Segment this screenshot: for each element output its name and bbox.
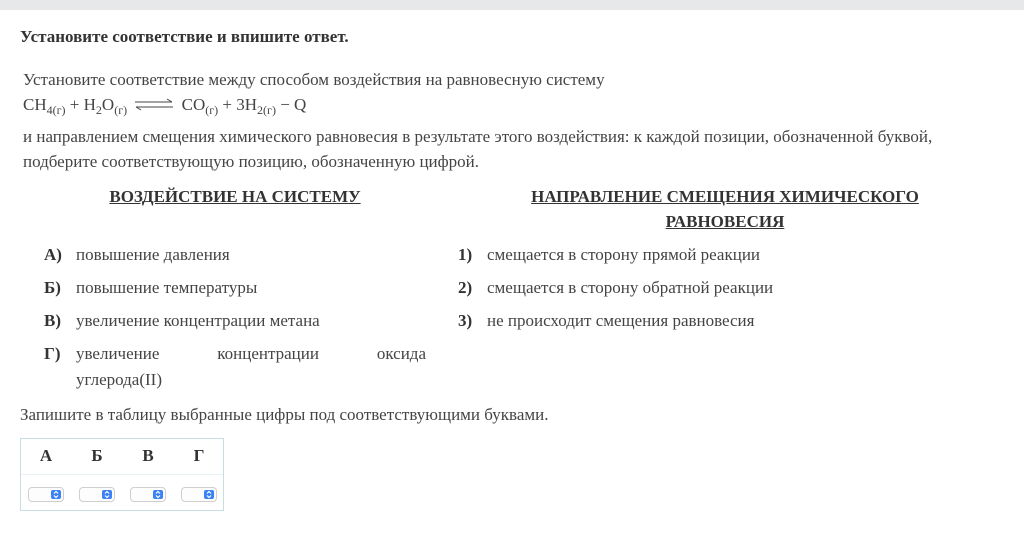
table-header-g: Г	[193, 446, 205, 465]
table-header-b: Б	[91, 446, 103, 465]
left-item-letter-v: В)	[44, 311, 61, 330]
reaction-equation	[23, 95, 306, 118]
answer-select-a[interactable]	[28, 487, 64, 502]
left-item-text-b: повышение температуры	[76, 278, 258, 297]
left-item-text-a: повышение давления	[76, 245, 230, 264]
select-arrows-icon	[204, 490, 214, 499]
select-arrows-icon	[102, 490, 112, 499]
left-item-letter-a: А)	[44, 245, 62, 264]
answer-instruction: Запишите в таблицу выбранные цифры под соответствующими буквами.	[20, 405, 549, 424]
eq-right-3: − Q	[275, 95, 307, 114]
eq-right-1: $CO_{(г)}$	[181, 95, 219, 117]
right-column-header-line2: РАВНОВЕСИЯ	[665, 212, 785, 231]
eq-left-1: $CH_{4(г)}$	[23, 95, 66, 117]
left-item-letter-b: Б)	[44, 278, 61, 297]
equilibrium-arrow-icon	[134, 97, 174, 111]
left-item-letter-g: Г)	[44, 344, 61, 363]
task-title: Установите соответствие и впишите ответ.	[20, 27, 349, 46]
eq-left-2: + $H_2$	[65, 95, 102, 117]
eq-left-3: $O_{(г)}$	[101, 95, 128, 117]
right-item-text-3: не происходит смещения равновесия	[487, 311, 755, 330]
table-header-a: А	[39, 446, 53, 465]
answer-select-g[interactable]	[181, 487, 217, 502]
top-bar	[0, 0, 1024, 10]
table-header-v: В	[142, 446, 154, 465]
right-item-num-3: 3)	[458, 311, 473, 330]
eq-right-2: + $3H_{2(г)}$	[218, 95, 276, 117]
right-item-text-2: смещается в сторону обратной реакции	[487, 278, 774, 297]
answer-select-v[interactable]	[130, 487, 166, 502]
task-line-2: и направлением смещения химического равновесия в результате этого воздействия: к каждой позиции, обозначенной буквой,	[23, 127, 933, 146]
left-item-text-g-line2: углерода(II)	[76, 370, 162, 389]
task-line-3: подберите соответствующую позицию, обозначенную цифрой.	[23, 152, 480, 171]
table-row-divider	[21, 474, 223, 475]
select-arrows-icon	[51, 490, 61, 499]
right-column-header-line1: НАПРАВЛЕНИЕ СМЕЩЕНИЯ ХИМИЧЕСКОГО	[531, 187, 919, 206]
left-item-text-g-line1: увеличение концентрации оксида	[76, 344, 426, 363]
right-item-num-1: 1)	[458, 245, 473, 264]
select-arrows-icon	[153, 490, 163, 499]
right-item-num-2: 2)	[458, 278, 473, 297]
task-intro: Установите соответствие между способом воздействия на равновесную систему	[23, 70, 605, 89]
left-item-text-v: увеличение концентрации метана	[76, 311, 320, 330]
answer-select-b[interactable]	[79, 487, 115, 502]
left-column-header: ВОЗДЕЙСТВИЕ НА СИСТЕМУ	[109, 187, 361, 206]
right-item-text-1: смещается в сторону прямой реакции	[487, 245, 761, 264]
